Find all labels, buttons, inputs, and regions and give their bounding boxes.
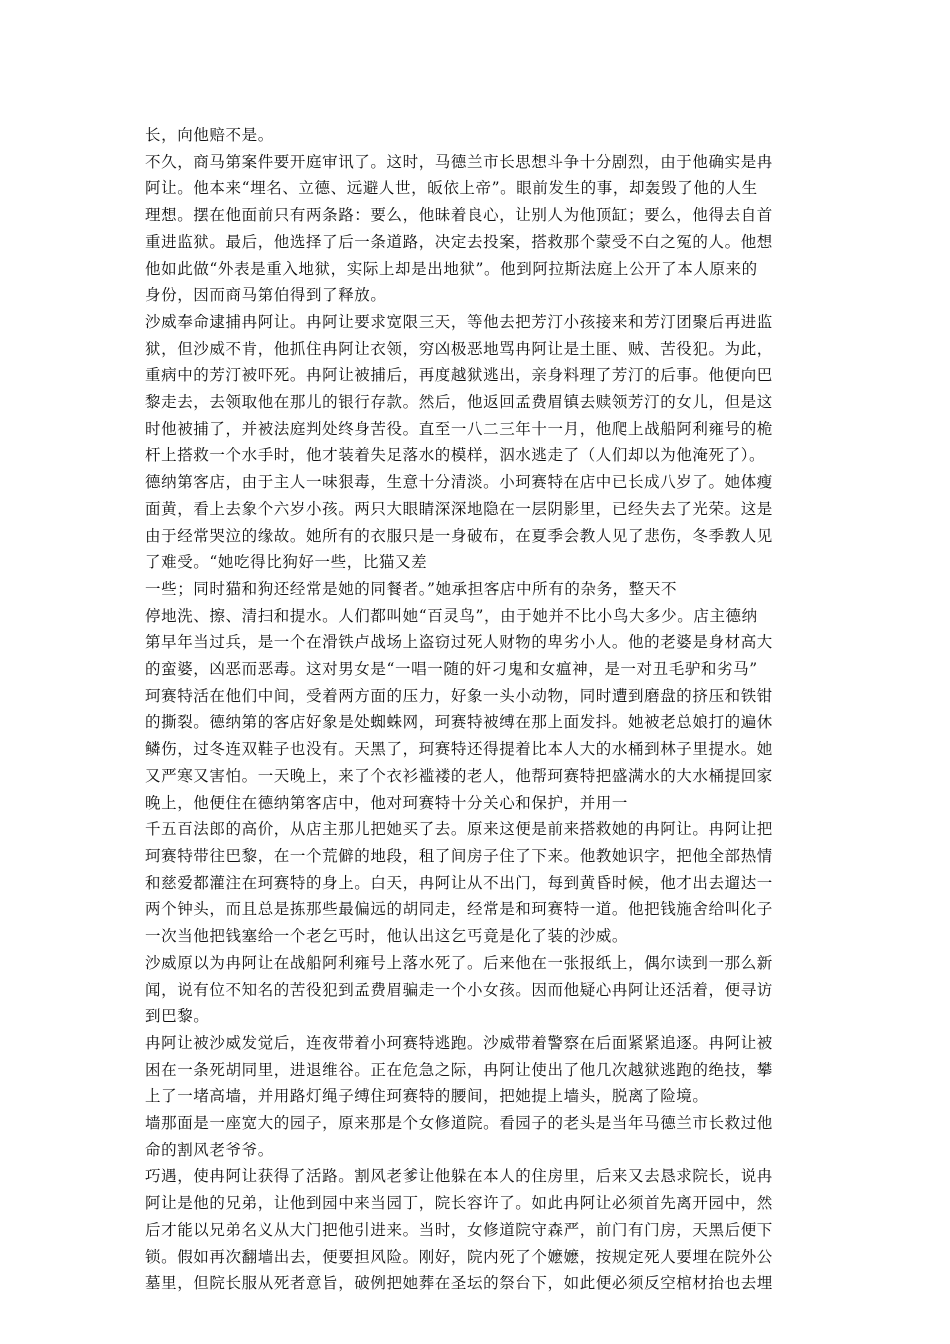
text-line: 一些；同时猫和狗还经常是她的同餐者。”她承担客店中所有的杂务，整天不 (145, 579, 678, 598)
text-line: 鳞伤，过冬连双鞋子也没有。天黑了，珂赛特还得提着比本人大的水桶到林子里提水。她 (145, 740, 773, 759)
text-line: 后才能以兄弟名义从大门把他引进来。当时，女修道院守森严，前门有门房，天黑后便下 (145, 1220, 773, 1239)
document-body (145, 122, 810, 1297)
text-line: 闻，说有位不知名的苦役犯到孟费眉骗走一个小女孩。因而他疑心冉阿让还活着，便寻访 (145, 980, 773, 999)
text-line: 重病中的芳汀被吓死。冉阿让被捕后，再度越狱逃出，亲身料理了芳汀的后事。他便向巴 (145, 366, 773, 385)
text-line: 时他被捕了，并被法庭判处终身苦役。直至一八二三年十一月，他爬上战船阿利雍号的桅 (145, 419, 773, 438)
text-line: 珂赛特活在他们中间，受着两方面的压力，好象一头小动物，同时遭到磨盘的挤压和铁钳 (145, 686, 773, 705)
text-line: 理想。摆在他面前只有两条路：要么，他昧着良心，让别人为他顶缸；要么，他得去自首 (145, 206, 773, 225)
text-line: 他如此做“外表是重入地狱，实际上却是出地狱”。他到阿拉斯法庭上公开了本人原来的 (145, 259, 758, 278)
text-line: 重进监狱。最后，他选择了后一条道路，决定去投案，搭救那个蒙受不白之冤的人。他想 (145, 232, 773, 251)
text-line: 的撕裂。德纳第的客店好象是处蜘蛛网，珂赛特被缚在那上面发抖。她被老总娘打的遍休 (145, 713, 773, 732)
text-line: 的蛮婆，凶恶而恶毒。这对男女是“一唱一随的奸刁鬼和女瘟神，是一对丑毛驴和劣马” (145, 660, 758, 679)
text-line: 到巴黎。 (145, 1007, 210, 1026)
text-line: 珂赛特带往巴黎，在一个荒僻的地段，租了间房子住了下来。他教她识字，把他全部热情 (145, 846, 773, 865)
text-line: 了难受。“她吃得比狗好一些，比猫又差 (145, 553, 428, 572)
text-line: 困在一条死胡同里，进退维谷。正在危急之际，冉阿让使出了他几次越狱逃跑的绝技，攀 (145, 1060, 773, 1079)
text-line: 晚上，他便住在德纳第客店中，他对珂赛特十分关心和保护，并用一 (145, 793, 629, 812)
text-line: 身份，因而商马第伯得到了释放。 (145, 286, 387, 305)
text-line: 沙威奉命逮捕冉阿让。冉阿让要求宽限三天，等他去把芳汀小孩接来和芳汀团聚后再进监 (145, 312, 773, 331)
text-line: 冉阿让被沙威发觉后，连夜带着小珂赛特逃跑。沙威带着警察在后面紧紧追逐。冉阿让被 (145, 1033, 773, 1052)
text-line: 长，向他赔不是。 (145, 126, 274, 144)
text-line: 黎走去，去领取他在那儿的银行存款。然后，他返回孟费眉镇去赎领芳汀的女儿，但是这 (145, 393, 773, 412)
text-line: 德纳第客店，由于主人一味狠毒，生意十分清淡。小珂赛特在店中已长成八岁了。她体瘦 (145, 473, 773, 492)
text-line: 面黄，看上去象个六岁小孩。两只大眼睛深深地隐在一层阴影里，已经失去了光荣。这是 (145, 499, 773, 518)
text-line: 阿让。他本来“埋名、立德、远避人世，皈依上帝”。眼前发生的事，却轰毁了他的人生 (145, 179, 758, 198)
text-line: 由于经常哭泣的缘故。她所有的衣服只是一身破布，在夏季会教人见了悲伤，冬季教人见 (145, 526, 773, 545)
text-line: 狱，但沙威不肯，他抓住冉阿让衣领，穷凶极恶地骂冉阿让是土匪、贼、苦役犯。为此， (145, 339, 773, 358)
text-line: 不久，商马第案件要开庭审讯了。这时，马德兰市长思想斗争十分剧烈，由于他确实是冉 (145, 152, 773, 171)
text-line: 两个钟头，而且总是拣那些最偏远的胡同走，经常是和珂赛特一道。他把钱施舍给叫化子 (145, 900, 773, 919)
text-line: 锁。假如再次翻墙出去，便要担风险。刚好，院内死了个嬷嬷，按规定死人要埋在院外公 (145, 1247, 773, 1266)
text-line: 墙那面是一座宽大的园子，原来那是个女修道院。看园子的老头是当年马德兰市长救过他 (145, 1114, 773, 1133)
text-line: 杆上搭救一个水手时，他才装着失足落水的模样，泅水逃走了（人们却以为他淹死了）。 (145, 446, 766, 465)
text-line: 第早年当过兵，是一个在滑铁卢战场上盗窃过死人财物的卑劣小人。他的老婆是身材高大 (145, 633, 773, 652)
text-line: 又严寒又害怕。一天晚上，来了个衣衫褴褛的老人，他帮珂赛特把盛满水的大水桶提回家 (145, 766, 773, 785)
text-line: 和慈爱都灌注在珂赛特的身上。白天，冉阿让从不出门，每到黄昏时候，他才出去遛达一 (145, 873, 773, 892)
text-line: 墓里，但院长服从死者意旨，破例把她葬在圣坛的祭台下，如此便必须反空棺材抬也去埋 (145, 1274, 773, 1293)
text-line: 命的割风老爷爷。 (145, 1140, 274, 1159)
text-line: 一次当他把钱塞给一个老乞丐时，他认出这乞丐竟是化了装的沙威。 (145, 927, 629, 946)
text-line: 巧遇，使冉阿让获得了活路。割风老爹让他躲在本人的住房里，后来又去恳求院长，说冉 (145, 1167, 773, 1186)
text-line: 上了一堵高墙，并用路灯绳子缚住珂赛特的腰间，把她提上墙头，脱离了险境。 (145, 1087, 709, 1106)
text-line: 千五百法郎的高价，从店主那儿把她买了去。原来这便是前来搭救她的冉阿让。冉阿让把 (145, 820, 773, 839)
text-line: 阿让是他的兄弟，让他到园中来当园丁，院长容许了。如此冉阿让必须首先离开园中，然 (145, 1194, 773, 1213)
text-line: 停地洗、擦、清扫和提水。人们都叫她“百灵鸟”，由于她并不比小鸟大多少。店主德纳 (145, 606, 758, 625)
text-line: 沙威原以为冉阿让在战船阿利雍号上落水死了。后来他在一张报纸上，偶尔读到一那么新 (145, 953, 773, 972)
